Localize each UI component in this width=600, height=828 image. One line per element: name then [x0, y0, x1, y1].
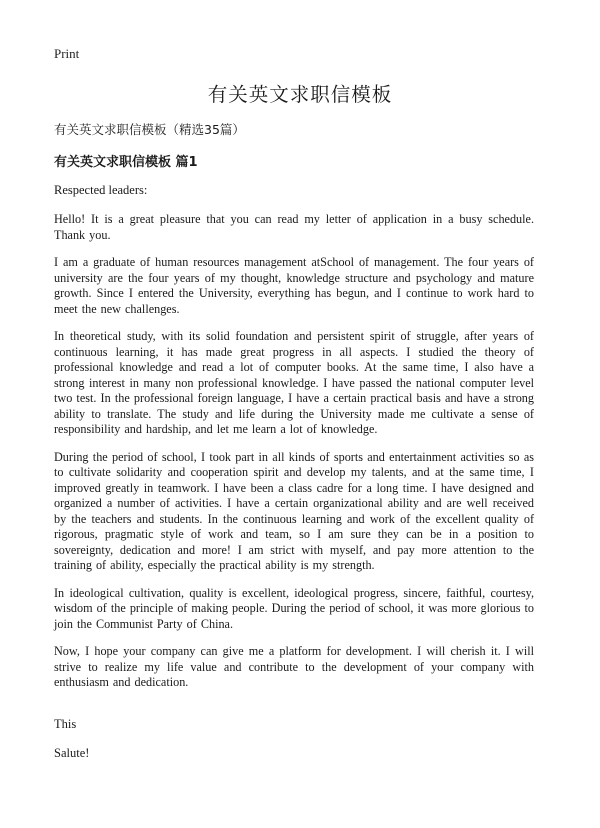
body-paragraph: In theoretical study, with its solid foundation and persistent spirit of struggle, after years of continuous learning, it has made great progress in all aspects. I studied the theory of professional knowledge and read a lot of computer books. At the same time, I also have a strong interest in many non professional knowledge. I have passed the national computer level two test. In the professional foreign language, I have a certain practical basis and have a strong ability to translate. The study and life during the University made me cultivate a sense of responsibility and hardship, and let me learn a lot of knowledge.: [54, 329, 534, 436]
body-paragraph: Hello! It is a great pleasure that you can read my letter of application in a busy schedule. Thank you.: [54, 212, 534, 242]
page-title: 有关英文求职信模板: [207, 83, 393, 106]
body-paragraph: Now, I hope your company can give me a platform for development. I will cherish it. I will strive to realize my life value and contribute to the development of your company with enthusiasm and dedication.: [54, 644, 534, 689]
body-paragraph: In ideological cultivation, quality is excellent, ideological progress, sincere, faithful, courtesy, wisdom of the principle of making people. During the period of school, it was more glorious to join the Communist Party of China.: [54, 585, 534, 631]
section-heading: 有关英文求职信模板 篇1: [54, 155, 198, 170]
closing-salute: Salute!: [54, 746, 90, 760]
body-paragraph: During the period of school, I took part in all kinds of sports and entertainment activities so as to cultivate solidarity and cooperation spirit and develop my talents, and at the same time, I improved greatly in teamwork. I have been a class cadre for a long time. I have designed and organized a number of activities. I have a certain organizational ability and are well received by the teachers and students. In the continuous learning and work of the excellent quality of rigorous, pragmatic style of work and team, so I am sure they can be in a position to sovereignty, dedication and more! I am strict with myself, and pay more attention to the training of ability, especially the practical ability is my strength.: [54, 449, 534, 572]
letter-salutation: Respected leaders:: [54, 183, 148, 197]
body-paragraph: I am a graduate of human resources management atSchool of management. The four years of university are the four years of my thought, knowledge structure and psychology and mature growth. Since I entered the University, everything has begun, and I continue to work hard to meet the new challenges.: [54, 255, 534, 316]
document-subtitle: 有关英文求职信模板（精选35篇）: [54, 122, 245, 137]
print-link[interactable]: Print: [54, 46, 80, 61]
closing-line: This: [54, 717, 77, 731]
letter-body: [54, 212, 534, 703]
